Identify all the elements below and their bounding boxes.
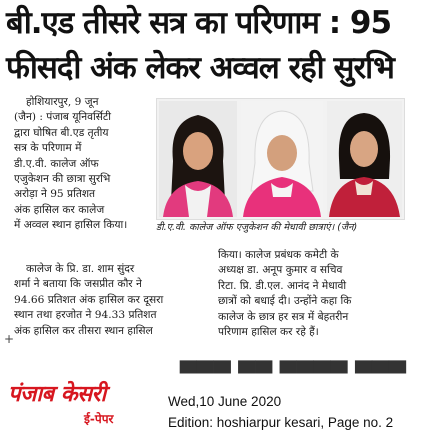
edition-info: Edition: hoshiarpur kesari, Page no. 2 [168, 415, 394, 430]
student-photo-2-image [241, 101, 323, 217]
article-line: होशियारपुर, 9 जून [26, 96, 99, 108]
student-photo-1-image [159, 101, 237, 217]
article-line: कालेज के प्रि. डा. शाम सुंदर [26, 263, 135, 275]
article-column-right-bottom [218, 248, 415, 340]
article-line: परिणाम हासिल कर रहे हैं। [218, 326, 319, 339]
article-line: में अव्वल स्थान हासिल किया। [14, 219, 128, 232]
article-line: स्थान तथा हरजोत ने 94.33 प्रतिशत [14, 309, 157, 322]
article-line: अध्यक्ष डा. अनूप कुमार व सचिव [218, 264, 343, 277]
student-photo-3-image [327, 101, 402, 217]
edition-date: Wed,10 June 2020 [168, 394, 282, 409]
article-line: कालेज के छात्र हर सत्र में बेहतरीन [218, 310, 349, 323]
article-line: अंक हासिल कर तीसरा स्थान हासिल [14, 324, 153, 337]
article-line: अरोड़ा ने 95 प्रतिशत [14, 188, 96, 201]
headline-line-1: बी.एड तीसरे सत्र का परिणाम : 95 [6, 5, 392, 41]
article-line: सत्र के परिणाम में [14, 142, 82, 155]
article-line: अंक हासिल कर कालेज [14, 203, 105, 216]
article-line: किया। कालेज प्रबंधक कमेटी के [218, 249, 339, 261]
headline-line-2: फीसदी अंक लेकर अव्वल रही सुरभि [6, 50, 394, 86]
article-line: रिटा. प्रि. डी.एल. आनंद ने मेधावी [218, 279, 347, 292]
student-photo-3 [327, 101, 402, 217]
brand-logo-name: पंजाब केसरी [8, 382, 106, 407]
article-column-left-top [14, 95, 154, 234]
article-column-left-bottom [14, 262, 208, 339]
article-line: एजुकेशन की छात्रा सुरभि [14, 173, 111, 186]
photo-strip [156, 98, 405, 220]
article-line: छात्रों को बधाई दी। उन्होंने कहा कि [218, 295, 352, 308]
article-line: शर्मा ने बताया कि जसप्रीत कौर ने [14, 278, 142, 291]
student-photo-2 [241, 101, 323, 217]
brand-logo-subtitle: ई-पेपर [84, 412, 114, 426]
next-headline-bleed: ▀▀▀ ▀▀ ▀▀▀▀ ▀▀▀ [180, 362, 407, 387]
epaper-footer [0, 362, 423, 439]
crop-mark-icon: + [4, 332, 15, 346]
article-line: डी.ए.वी. कालेज ऑफ [14, 157, 99, 170]
article-line: (जैन) : पंजाब यूनिवर्सिटी [14, 111, 111, 124]
article-line: द्वारा घोषित बी.एड तृतीय [14, 126, 109, 139]
article-line: 94.66 प्रतिशत अंक हासिल कर दूसरा [14, 293, 164, 306]
photo-caption: डी.ए.वी. कालेज ऑफ एजुकेशन की मेधावी छात्राएं। (जैन) [156, 222, 358, 233]
student-photo-1 [159, 101, 237, 217]
